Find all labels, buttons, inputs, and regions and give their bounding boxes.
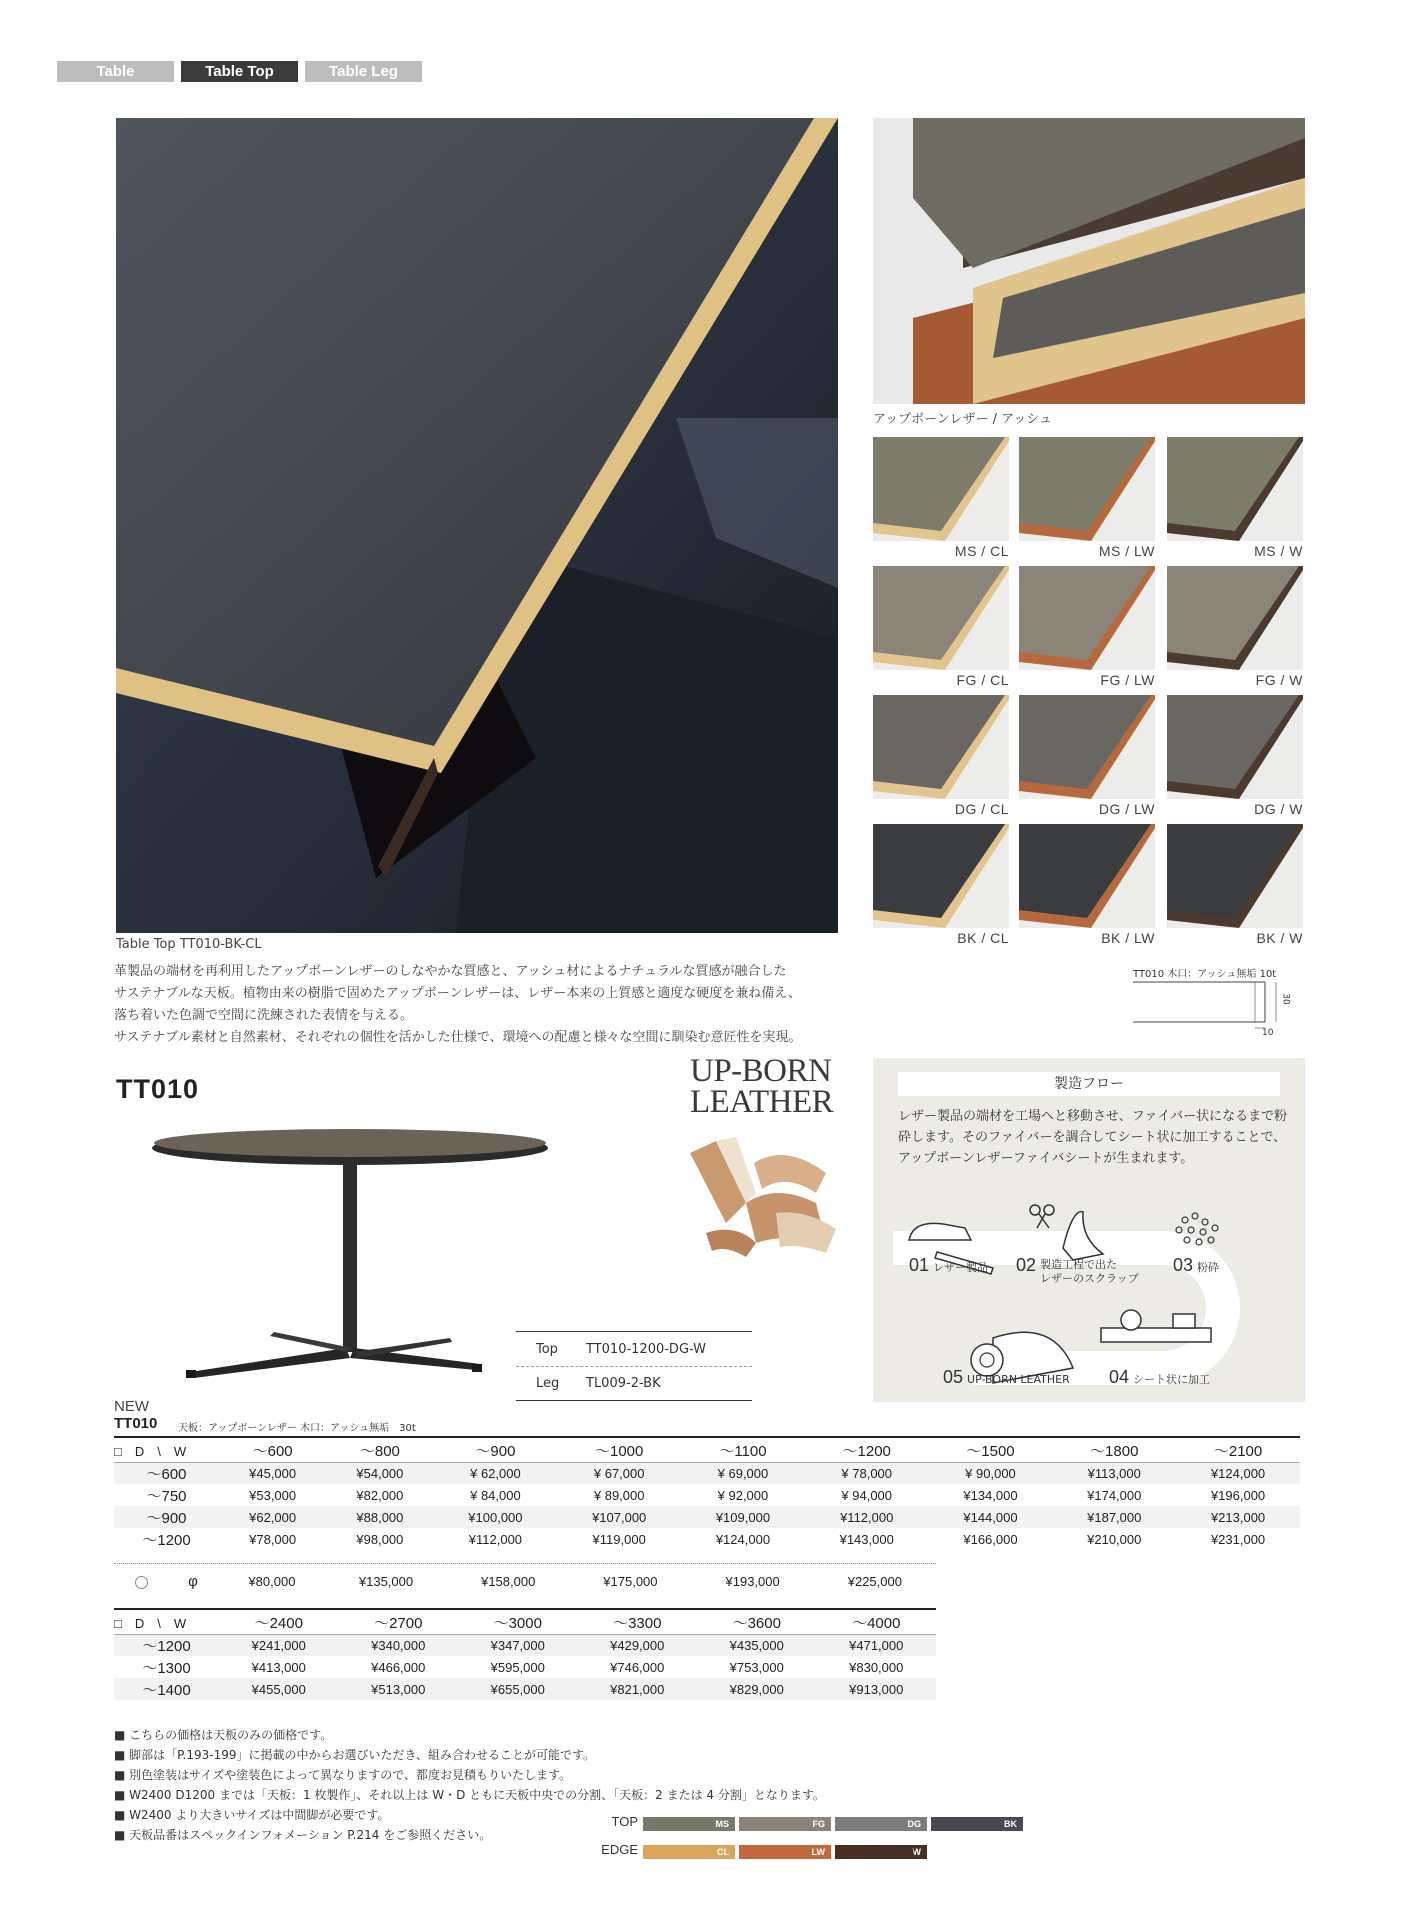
- round-header: [114, 1570, 219, 1592]
- price-cell: ¥ 92,000: [717, 1487, 769, 1503]
- spec-top-label: Top: [536, 1341, 558, 1357]
- section-width: 10: [1262, 1028, 1274, 1038]
- row-header: ～1300: [142, 1659, 191, 1677]
- price-cell: ¥112,000: [805, 1506, 929, 1528]
- price-cell: ¥513,000: [339, 1678, 459, 1700]
- flow-step-05: [943, 1367, 1070, 1387]
- table-row: [114, 1678, 936, 1700]
- price-cell: ¥241,000: [219, 1634, 339, 1656]
- legend-top-swatch: FG: [739, 1817, 831, 1831]
- column-header: ～2400: [219, 1612, 339, 1634]
- legend-edge-swatch: LW: [739, 1845, 831, 1859]
- price-cell: ¥821,000: [578, 1678, 698, 1700]
- step-label: レザー製品: [933, 1261, 989, 1274]
- column-header: ～900: [434, 1440, 558, 1462]
- swatch-image: [873, 695, 1009, 799]
- legend-custom: 別色可能: [866, 1845, 924, 1859]
- leather-scraps-image: [676, 1133, 852, 1263]
- price-table-large: [114, 1612, 936, 1700]
- logo-line1: UP-BORN: [690, 1053, 832, 1089]
- table-row: [114, 1462, 1300, 1484]
- price-cell: ¥ 89,000: [593, 1487, 645, 1503]
- column-header: ～1500: [929, 1440, 1053, 1462]
- price-cell: ¥193,000: [725, 1573, 780, 1589]
- table-row: [114, 1656, 936, 1678]
- price-cell: ¥829,000: [697, 1678, 817, 1700]
- price-cell: ¥143,000: [839, 1531, 894, 1547]
- step-num: 04: [1109, 1367, 1130, 1387]
- step-label: シート状に加工: [1133, 1373, 1211, 1386]
- flow-step-01: [909, 1255, 989, 1275]
- swatch-image: [873, 824, 1009, 928]
- note-item: ■ 別色塗装はサイズや塗装色によって異なりますので、都度お見積もりいたします。: [114, 1768, 571, 1782]
- price-cell: ¥174,000: [1087, 1487, 1142, 1503]
- legend-edge-swatch: W: [835, 1845, 927, 1859]
- price-cell: ¥435,000: [697, 1634, 817, 1656]
- step-num: 03: [1173, 1255, 1194, 1275]
- table-illustration: [150, 1126, 550, 1388]
- logo-line2: LEATHER: [690, 1084, 834, 1120]
- tab-table-leg[interactable]: Table Leg: [305, 61, 422, 82]
- legend-edge-swatch: CL: [643, 1845, 735, 1859]
- table-header-row: [114, 1440, 1300, 1462]
- price-cell: ¥ 84,000: [470, 1487, 521, 1503]
- price-cell: ¥231,000: [1210, 1531, 1266, 1547]
- column-header: ～1200: [805, 1440, 929, 1462]
- price-cell: ¥455,000: [219, 1678, 339, 1700]
- price-cell: ¥45,000: [219, 1462, 326, 1484]
- spec-top-value: TT010-1200-DG-W: [586, 1341, 707, 1357]
- flow-text: レザー製品の端材を工場へと移動させ、ファイバー状になるまで粉砕します。そのファイバーを調合してシート状に加工することで、アップボーンレザーファイバシートが生まれます。: [898, 1109, 1288, 1166]
- round-divider: [114, 1563, 936, 1564]
- flow-step-04: [1109, 1367, 1211, 1387]
- table-row: [114, 1570, 936, 1592]
- price-cell: ¥471,000: [817, 1634, 937, 1656]
- description-line: サステナブルな天板。植物由来の樹脂で固めたアップボーンレザーは、レザー本来の上質感と適度な硬度を兼ね備え、: [114, 986, 801, 1001]
- price-cell: ¥54,000: [326, 1462, 433, 1484]
- swatch-label: MS / LW: [1098, 543, 1155, 559]
- section-drawing: [1133, 978, 1303, 1036]
- step-label: 製造工程で出た レザーのスクラップ: [1040, 1258, 1139, 1285]
- price-cell: ¥ 69,000: [681, 1462, 805, 1484]
- price-cell: ¥187,000: [1052, 1506, 1176, 1528]
- swatch-label: BK / W: [1256, 930, 1303, 946]
- brand-logo: [690, 1053, 858, 1120]
- swatch-image: [873, 437, 1009, 541]
- material-photo: [873, 118, 1305, 404]
- price-cell: ¥213,000: [1176, 1506, 1300, 1528]
- price-cell: ¥109,000: [681, 1506, 805, 1528]
- step-num: 01: [909, 1255, 930, 1275]
- spec-leg-label: Leg: [536, 1376, 560, 1391]
- step-label: 粉砕: [1197, 1261, 1220, 1274]
- price-cell: ¥88,000: [326, 1506, 433, 1528]
- material-caption: アップボーンレザー / アッシュ: [873, 412, 1052, 427]
- price-cell: ¥830,000: [849, 1659, 904, 1675]
- swatch-image: [1019, 695, 1155, 799]
- price-cell: ¥210,000: [1087, 1531, 1142, 1547]
- price-rule: [114, 1436, 1300, 1438]
- price-cell: ¥753,000: [729, 1659, 784, 1675]
- column-header: ～3300: [578, 1612, 698, 1634]
- swatch-label: FG / CL: [956, 672, 1009, 688]
- new-label: NEW: [114, 1398, 149, 1415]
- swatch-label: DG / LW: [1098, 801, 1155, 817]
- price-table-rect: [114, 1440, 1300, 1550]
- hero-caption: Table Top TT010-BK-CL: [116, 937, 262, 952]
- price-cell: ¥429,000: [578, 1634, 698, 1656]
- column-header: ～1800: [1052, 1440, 1176, 1462]
- note-item: ■ W2400 より大きいサイズは中間脚が必要です。: [114, 1808, 390, 1822]
- note-item: ■ W2400 D1200 までは「天板：1 枚製作」、それ以上は W・D ともに天板中央での分割、「天板：2 または 4 分割」となります。: [114, 1788, 825, 1802]
- price-cell: ¥595,000: [490, 1659, 545, 1675]
- description-line: 革製品の端材を再利用したアップボーンレザーのしなやかな質感と、アッシュ材によるナチュラルな質感が融合した: [114, 964, 787, 979]
- price-cell: ¥166,000: [963, 1531, 1018, 1547]
- column-header: ～2100: [1176, 1440, 1300, 1462]
- table-row: [114, 1634, 936, 1656]
- legend-top-swatch: DG: [835, 1817, 927, 1831]
- swatch-image: [1019, 824, 1155, 928]
- legend-top-label: TOP: [611, 1814, 638, 1829]
- price-cell: ¥144,000: [929, 1506, 1053, 1528]
- price-cell: ¥119,000: [592, 1531, 646, 1547]
- tab-table-top[interactable]: Table Top: [181, 61, 298, 82]
- swatch-image: [1019, 566, 1155, 670]
- price-cell: ¥112,000: [468, 1531, 523, 1547]
- price-cell: ¥655,000: [458, 1678, 578, 1700]
- price-cell: ¥158,000: [481, 1573, 536, 1589]
- price-cell: ¥80,000: [248, 1573, 296, 1589]
- column-header: ～3600: [697, 1612, 817, 1634]
- phi-symbol: φ: [188, 1572, 198, 1590]
- price-cell: ¥100,000: [434, 1506, 558, 1528]
- legend-edge-label: EDGE: [601, 1842, 638, 1857]
- hero-photo: [116, 118, 838, 933]
- section-label: TT010 木口：アッシュ無垢 10t: [1133, 969, 1277, 980]
- price-cell: ¥ 78,000: [805, 1462, 929, 1484]
- spec-leg-row: [516, 1366, 752, 1401]
- swatch-label: MS / W: [1254, 543, 1303, 559]
- circle-icon: [135, 1576, 148, 1589]
- price-subtitle: 天板：アップボーンレザー 木口：アッシュ無垢 30t: [178, 1423, 416, 1434]
- description: [114, 961, 874, 1049]
- table-header-row: [114, 1612, 936, 1634]
- row-header: ～1400: [114, 1678, 219, 1700]
- row-header: ～900: [114, 1506, 219, 1528]
- price-rule-2: [114, 1608, 936, 1610]
- price-cell: ¥ 62,000: [434, 1462, 558, 1484]
- flow-title: 製造フロー: [898, 1072, 1280, 1096]
- price-cell: ¥340,000: [339, 1634, 459, 1656]
- product-name: TT010: [116, 1074, 200, 1104]
- price-cell: ¥746,000: [610, 1659, 665, 1675]
- price-cell: ¥196,000: [1210, 1487, 1266, 1503]
- step-num: 02: [1016, 1255, 1037, 1275]
- swatch-image: [1167, 566, 1303, 670]
- price-cell: ¥124,000: [1176, 1462, 1300, 1484]
- price-cell: ¥466,000: [371, 1659, 426, 1675]
- column-header: ～600: [219, 1440, 326, 1462]
- price-cell: ¥113,000: [1052, 1462, 1176, 1484]
- price-cell: ¥62,000: [219, 1506, 326, 1528]
- swatch-label: DG / CL: [954, 801, 1009, 817]
- price-cell: ¥135,000: [358, 1573, 414, 1589]
- note-item: ■ 天板品番はスペックインフォメーション P.214 をご参照ください。: [114, 1828, 492, 1842]
- price-cell: ¥107,000: [557, 1506, 681, 1528]
- legend-top-swatch: BK: [931, 1817, 1023, 1831]
- spec-box: [516, 1331, 752, 1401]
- swatch-label: DG / W: [1254, 801, 1303, 817]
- table-row: [114, 1506, 1300, 1528]
- note-item: ■ 脚部は「P.193-199」に掲載の中からお選びいただき、組み合わせることが可能です。: [114, 1748, 596, 1762]
- price-cell: ¥78,000: [249, 1531, 297, 1547]
- manufacturing-flow: [873, 1058, 1305, 1402]
- column-header: ～800: [326, 1440, 433, 1462]
- legend-top-swatch: MS: [643, 1817, 735, 1831]
- price-cell: ¥413,000: [251, 1659, 306, 1675]
- row-header: ～750: [146, 1487, 187, 1505]
- column-header: ～2700: [339, 1612, 459, 1634]
- swatch-label: FG / W: [1255, 672, 1303, 688]
- swatch-label: MS / CL: [954, 543, 1009, 559]
- tab-table[interactable]: Table: [57, 61, 174, 82]
- table-row: [114, 1528, 1300, 1550]
- price-table-round: [114, 1570, 936, 1592]
- step-label: UP-BORN LEATHER: [967, 1373, 1070, 1386]
- price-cell: ¥175,000: [603, 1573, 658, 1589]
- flow-step-03: [1173, 1255, 1220, 1275]
- price-cell: ¥134,000: [963, 1487, 1018, 1503]
- spec-top-row: [516, 1331, 752, 1366]
- description-line: サステナブル素材と自然素材、それぞれの個性を活かした仕様で、環境への配慮と様々な空間に馴染む意匠性を実現。: [114, 1030, 802, 1045]
- swatch-image: [873, 566, 1009, 670]
- price-model: TT010: [114, 1415, 158, 1432]
- price-cell: ¥ 67,000: [557, 1462, 681, 1484]
- corner-cell: □ D \ W: [114, 1612, 219, 1634]
- price-cell: ¥ 90,000: [929, 1462, 1053, 1484]
- section-height: 30: [1280, 993, 1291, 1005]
- price-cell: ¥82,000: [356, 1487, 404, 1503]
- column-header: ～4000: [817, 1612, 937, 1634]
- step-num: 05: [943, 1367, 964, 1387]
- note-item: ■ こちらの価格は天板のみの価格です。: [114, 1728, 333, 1742]
- swatch-image: [1167, 695, 1303, 799]
- price-cell: ¥ 94,000: [841, 1487, 893, 1503]
- price-cell: ¥53,000: [249, 1487, 297, 1503]
- price-cell: ¥913,000: [817, 1678, 937, 1700]
- row-header: ～600: [114, 1462, 219, 1484]
- flow-step-02: [1016, 1255, 1139, 1286]
- swatch-image: [1167, 824, 1303, 928]
- row-header: ～1200: [114, 1634, 219, 1656]
- column-header: ～1000: [557, 1440, 681, 1462]
- column-header: ～3000: [458, 1612, 578, 1634]
- price-cell: ¥225,000: [847, 1573, 902, 1589]
- price-cell: ¥347,000: [458, 1634, 578, 1656]
- swatch-image: [1019, 437, 1155, 541]
- swatch-label: BK / CL: [957, 930, 1009, 946]
- swatch-image: [1167, 437, 1303, 541]
- corner-cell: □ D \ W: [114, 1440, 219, 1462]
- swatch-label: BK / LW: [1101, 930, 1155, 946]
- spec-leg-value: TL009-2-BK: [586, 1376, 661, 1391]
- table-row: [114, 1484, 1300, 1506]
- row-header: ～1200: [142, 1531, 191, 1549]
- price-cell: ¥98,000: [356, 1531, 404, 1547]
- price-cell: ¥124,000: [715, 1531, 771, 1547]
- description-line: 落ち着いた色調で空間に洗練された表情を与える。: [114, 1008, 414, 1023]
- swatch-label: FG / LW: [1100, 672, 1155, 688]
- column-header: ～1100: [681, 1440, 805, 1462]
